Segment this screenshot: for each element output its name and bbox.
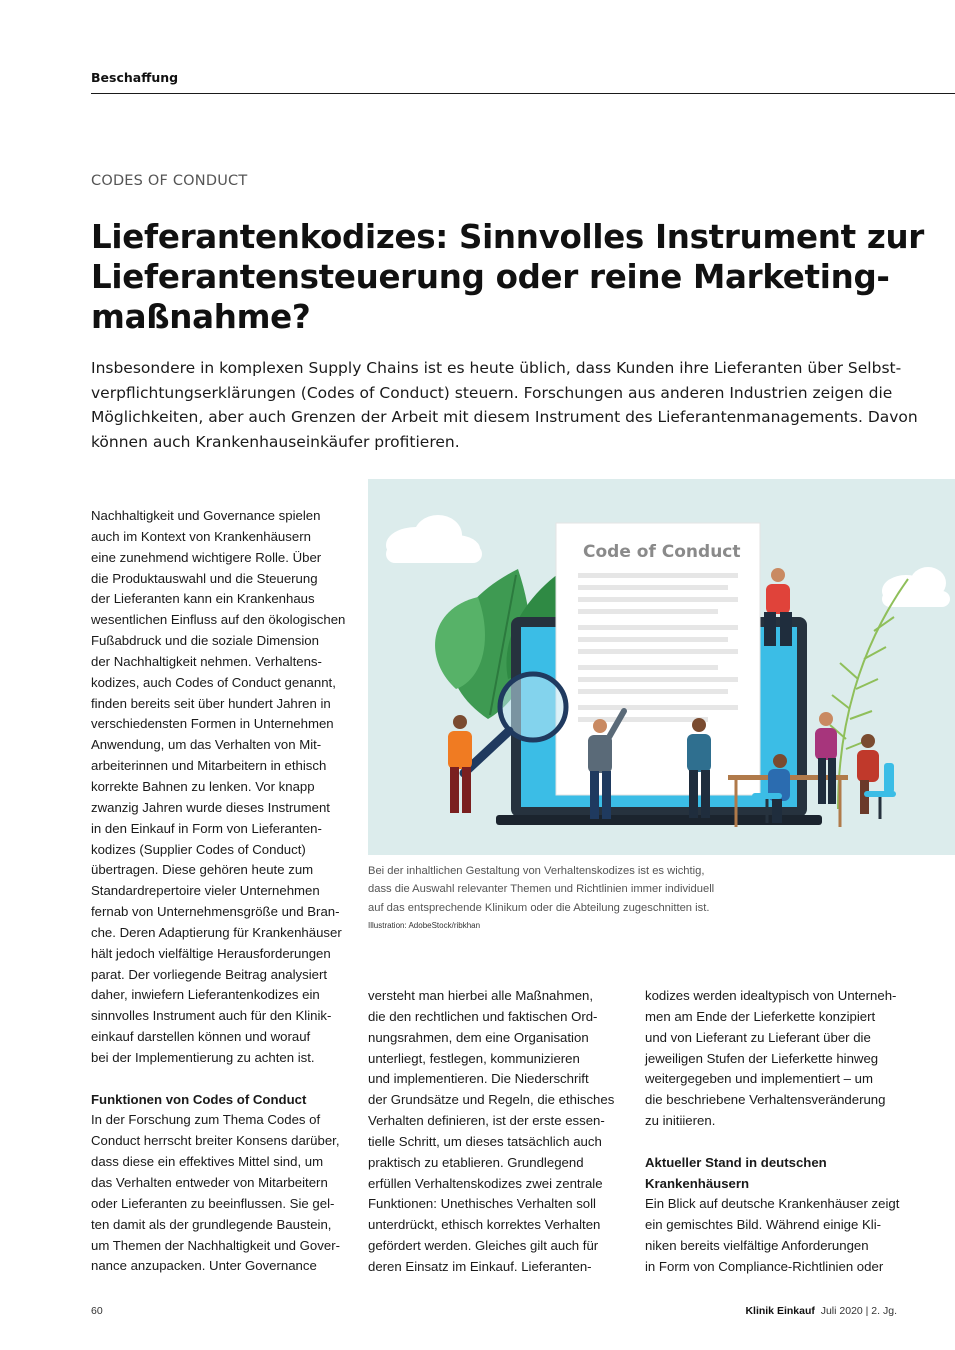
body-line: Ein Blick auf deutsche Krankenhäuser zeigt xyxy=(645,1196,900,1212)
body-line: deren Einsatz im Einkauf. Lieferanten- xyxy=(368,1258,592,1274)
body-line: finden bereits seit über hundert Jahren in xyxy=(91,695,331,711)
body-line: und implementieren. Die Niederschrift xyxy=(368,1071,589,1087)
figure-credit: Illustration: AdobeStock/ribkhan xyxy=(368,921,481,930)
page-number: 60 xyxy=(91,1305,103,1317)
body-line: Fußabdruck und die soziale Dimension xyxy=(91,633,319,649)
body-line: Funktionen: Unethisches Verhalten soll xyxy=(368,1196,596,1212)
caption-line: Bei der inhaltlichen Gestaltung von Verhaltenskodizes ist es wichtig, xyxy=(368,865,705,877)
body-line: che. Deren Adaptierung für Krankenhäuser xyxy=(91,924,342,940)
body-line: unterliegt, festlegen, kommunizieren xyxy=(368,1050,580,1066)
body-line: fernab von Unternehmensgröße und Bran- xyxy=(91,904,340,920)
body-line: versteht man hierbei alle Maßnahmen, xyxy=(368,988,594,1003)
body-line: dass diese ein effektives Mittel sind, um xyxy=(91,1154,324,1170)
lead-line: Insbesondere in komplexen Supply Chains ist es heute üblich, dass Kunden ihre Lieferanten über Selbst- xyxy=(91,359,902,377)
journal-footer xyxy=(745,1305,897,1317)
title-line: Lieferantensteuerung oder reine Marketing- xyxy=(91,258,890,296)
article-lead xyxy=(91,356,918,454)
lead-line: verpflichtungserklärungen (Codes of Conduct) steuern. Forschungen aus anderen Industrien zeigen die xyxy=(91,383,893,402)
body-line: die den rechtlichen und faktischen Ord- xyxy=(368,1008,598,1024)
subheading: Aktueller Stand in deutschen xyxy=(645,1154,827,1170)
document-title: Code of Conduct xyxy=(583,542,741,562)
body-line: in den Einkauf in Form von Lieferanten- xyxy=(91,820,322,836)
body-line: die Produktauswahl und die Steuerung xyxy=(91,570,318,586)
subheading: Krankenhäusern xyxy=(645,1175,750,1191)
body-line: weitergegeben und implementiert – um xyxy=(645,1071,873,1087)
illustration xyxy=(368,479,955,855)
body-line: in Form von Compliance-Richtlinien oder xyxy=(645,1258,884,1274)
body-line: Conduct herrscht breiter Konsens darüber, xyxy=(91,1133,340,1149)
journal-issue: Juli 2020 | 2. Jg. xyxy=(820,1305,897,1317)
body-line: ten damit als der grundlegende Baustein, xyxy=(91,1216,332,1232)
body-line: praktisch zu etablieren. Grundlegend xyxy=(368,1154,584,1170)
body-line: sinnvolles Instrument auch für den Klinik- xyxy=(91,1008,332,1024)
body-line: bei der Implementierung zu achten ist. xyxy=(91,1049,315,1065)
body-line: Standardrepertoire vieler Unternehmen xyxy=(91,883,320,899)
body-line: auch im Kontext von Krankenhäusern xyxy=(91,528,311,544)
body-line: Verhalten definieren, ist der erste essen- xyxy=(368,1113,605,1129)
body-column-3 xyxy=(645,986,900,1278)
body-line: nungsrahmen, dem eine Organisation xyxy=(368,1029,589,1045)
body-line: niken bereits vielfältige Anforderungen xyxy=(645,1238,869,1254)
body-line: verschiedensten Formen in Unternehmen xyxy=(91,716,334,732)
body-line: daher, inwiefern Lieferantenkodizes ein xyxy=(91,987,320,1003)
body-line: unterdrückt, ethisch korrektes Verhalten xyxy=(368,1217,601,1233)
caption-line: dass die Auswahl relevanter Themen und Richtlinien immer individuell xyxy=(368,883,715,896)
body-line: parat. Der vorliegende Beitrag analysiert xyxy=(91,966,328,982)
body-column-2 xyxy=(368,986,620,1278)
body-line: gefördert werden. Gleiches gilt auch für xyxy=(368,1238,599,1254)
body-line: Anwendung, um das Verhalten von Mit- xyxy=(91,737,322,753)
body-line: zwanzig Jahren wurde dieses Instrument xyxy=(91,799,330,815)
body-line: wesentlichen Einfluss auf den ökologischen xyxy=(91,612,346,628)
lead-line: können auch Krankenhauseinkäufer profitieren. xyxy=(91,432,460,451)
body-line: Nachhaltigkeit und Governance spielen xyxy=(91,508,321,523)
body-line: übertragen. Diese gehören heute zum xyxy=(91,862,314,878)
body-line: kodizes (Supplier Codes of Conduct) xyxy=(91,841,306,857)
body-line: men am Ende der Lieferkette konzipiert xyxy=(645,1008,876,1024)
body-line: In der Forschung zum Thema Codes of xyxy=(91,1112,321,1128)
document-sheet xyxy=(556,523,760,795)
header-rule xyxy=(91,93,955,94)
body-line: tielle Schritt, um dieses tatsächlich auch xyxy=(368,1133,602,1149)
body-line: das Verhalten entweder von Mitarbeitern xyxy=(91,1175,328,1190)
body-line: und von Lieferant zu Lieferant über die xyxy=(645,1029,871,1045)
journal-name: Klinik Einkauf xyxy=(745,1305,815,1317)
caption-line: auf das entsprechende Klinikum oder die Abteilung zugeschnitten ist. xyxy=(368,901,710,914)
body-line: erfüllen Verhaltenskodizes zwei zentrale xyxy=(368,1175,603,1191)
subheading: Funktionen von Codes of Conduct xyxy=(91,1091,307,1107)
body-line: oder Lieferanten zu beeinflussen. Sie gel- xyxy=(91,1195,335,1211)
body-line: jeweiligen Stufen der Lieferkette hinweg xyxy=(645,1050,879,1066)
article-kicker: CODES OF CONDUCT xyxy=(91,173,248,189)
body-line: ein gemischtes Bild. Während einige Kli- xyxy=(645,1217,882,1233)
article-title xyxy=(91,217,925,337)
body-line: der Nachhaltigkeit nehmen. Verhaltens- xyxy=(91,653,322,669)
title-line: maßnahme? xyxy=(91,298,311,336)
figure-caption xyxy=(368,862,758,917)
body-line: der Lieferanten kann ein Krankenhaus xyxy=(91,591,315,607)
body-line: um Themen der Nachhaltigkeit und Gover- xyxy=(91,1237,340,1253)
body-line: korrekte Bahnen zu lenken. Vor knapp xyxy=(91,778,315,794)
title-line: Lieferantenkodizes: Sinnvolles Instrument zur xyxy=(91,218,925,256)
body-line: einkauf darstellen können und worauf xyxy=(91,1029,311,1045)
body-line: kodizes werden idealtypisch von Unterneh- xyxy=(645,988,897,1003)
body-line: nance anzupacken. Unter Governance xyxy=(91,1258,317,1274)
code-of-conduct-illustration xyxy=(368,479,955,855)
body-line: die beschriebene Verhaltensveränderung xyxy=(645,1092,886,1108)
body-line: hält jedoch vielfältige Herausforderungen xyxy=(91,945,331,961)
paragraph-gap xyxy=(91,1069,341,1090)
paragraph-gap xyxy=(645,1132,897,1153)
body-line: arbeiterinnen und Mitarbeitern in ethisch xyxy=(91,758,327,774)
body-line: eine zunehmend wichtigere Rolle. Über xyxy=(91,549,322,565)
body-line: zu initiieren. xyxy=(645,1113,716,1129)
body-column-1 xyxy=(91,506,346,1277)
lead-line: Möglichkeiten, aber auch Grenzen der Arbeit mit diesem Instrument des Lieferantenmanagements. Davon xyxy=(91,408,918,426)
body-line: kodizes, auch Codes of Conduct genannt, xyxy=(91,674,336,690)
section-label: Beschaffung xyxy=(91,70,179,85)
body-line: der Grundsätze und Regeln, die ethisches xyxy=(368,1092,615,1108)
